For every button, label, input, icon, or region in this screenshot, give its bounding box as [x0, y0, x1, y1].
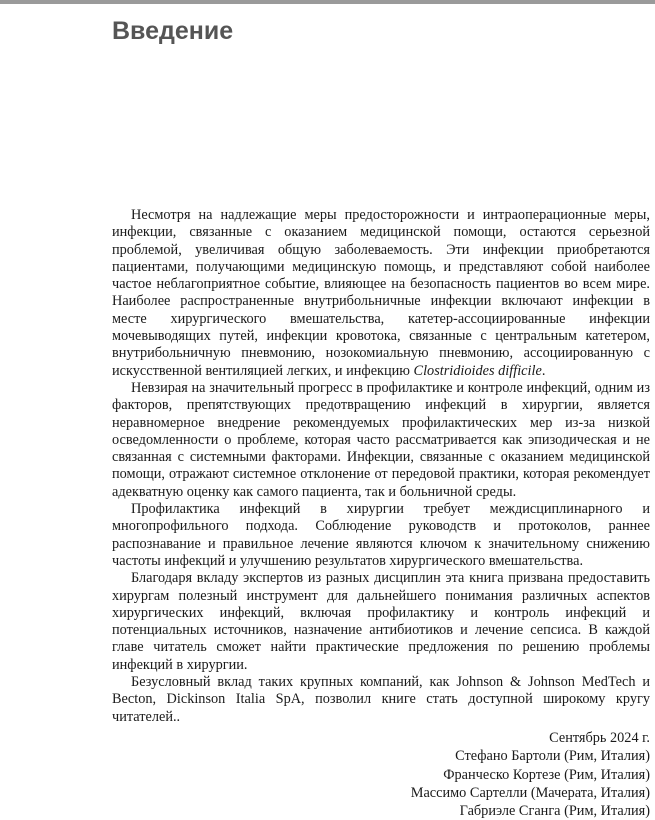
author-line: Франческо Кортезе (Рим, Италия)	[443, 766, 650, 783]
paragraph-1-end: .	[541, 362, 546, 379]
top-divider	[0, 0, 655, 4]
paragraph-2: Невзирая на значительный прогресс в профилактике и контроле инфекций, одним из факторов, препятствующих предотвращению инфекций в хирургии, является неравномерное внедрение рекомендуемых профилактических мер из-за низкой осведомленности о проблеме, которая часто рассматривается как эпизодическая и не связанная с системными факторами. Инфекции, связанные с оказанием медицинской помощи, отражают системное отклонение от передовой практики, которая рекомендует адекватную оценку как самого пациента, так и больничной среды.	[112, 379, 650, 500]
signature-date: Сентябрь 2024 г.	[549, 729, 650, 746]
signature-block	[112, 729, 650, 820]
paragraph-5: Безусловный вклад таких крупных компаний, как Johnson & Johnson MedTech и Becton, Dickinson Italia SpA, позволил книге стать доступной широкому кругу читателей..	[112, 674, 650, 725]
paragraph-1-text: Несмотря на надлежащие меры предосторожности и интраоперационные меры, инфекции, связанные с оказанием медицинской помощи, остаются серьезной проблемой, увеличивая общую заболеваемость. Эти инфекции приобретаются пациентами, получающими медицинскую помощь, и представляют собой наиболее частое неблагоприятное событие, влияющее на безопасность пациентов во всем мире. Наиболее распространенные внутрибольничные инфекции включают инфекции в месте хирургического вмешательства, катетер-ассоциированные инфекции мочевыводящих путей, инфекции кровотока, связанные с центральным катетером, внутрибольничную пневмонию, нозокомиальную пневмонию, ассоциированную с искусственной вентиляцией легких, и инфекцию	[112, 207, 650, 379]
paragraph-4: Благодаря вкладу экспертов из разных дисциплин эта книга призвана предоставить хирургам полезный инструмент для дальнейшего понимания различных аспектов хирургических инфекций, включая профилактику и контроль инфекций и потенциальных источников, назначение антибиотиков и лечение сепсиса. В каждой главе читатель сможет найти практические предложения по решению проблемы инфекций в хирургии.	[112, 570, 650, 673]
author-line: Стефано Бартоли (Рим, Италия)	[455, 748, 650, 765]
paragraph-3: Профилактика инфекций в хирургии требует междисциплинарного и многопрофильного подхода. Соблюдение руководств и протоколов, раннее распознавание и правильное лечение являются ключом к значительному снижению частоты инфекций и улучшению результатов хирургического вмешательства.	[112, 501, 650, 569]
author-line: Габриэле Сганга (Рим, Италия)	[459, 803, 650, 820]
paragraph-1	[112, 207, 650, 380]
author-line: Массимо Сартелли (Мачерата, Италия)	[410, 784, 650, 801]
body-text	[112, 207, 650, 820]
page-title: Введение	[112, 17, 234, 45]
paragraph-1-emphasis: Clostridioides difficile	[413, 362, 542, 379]
